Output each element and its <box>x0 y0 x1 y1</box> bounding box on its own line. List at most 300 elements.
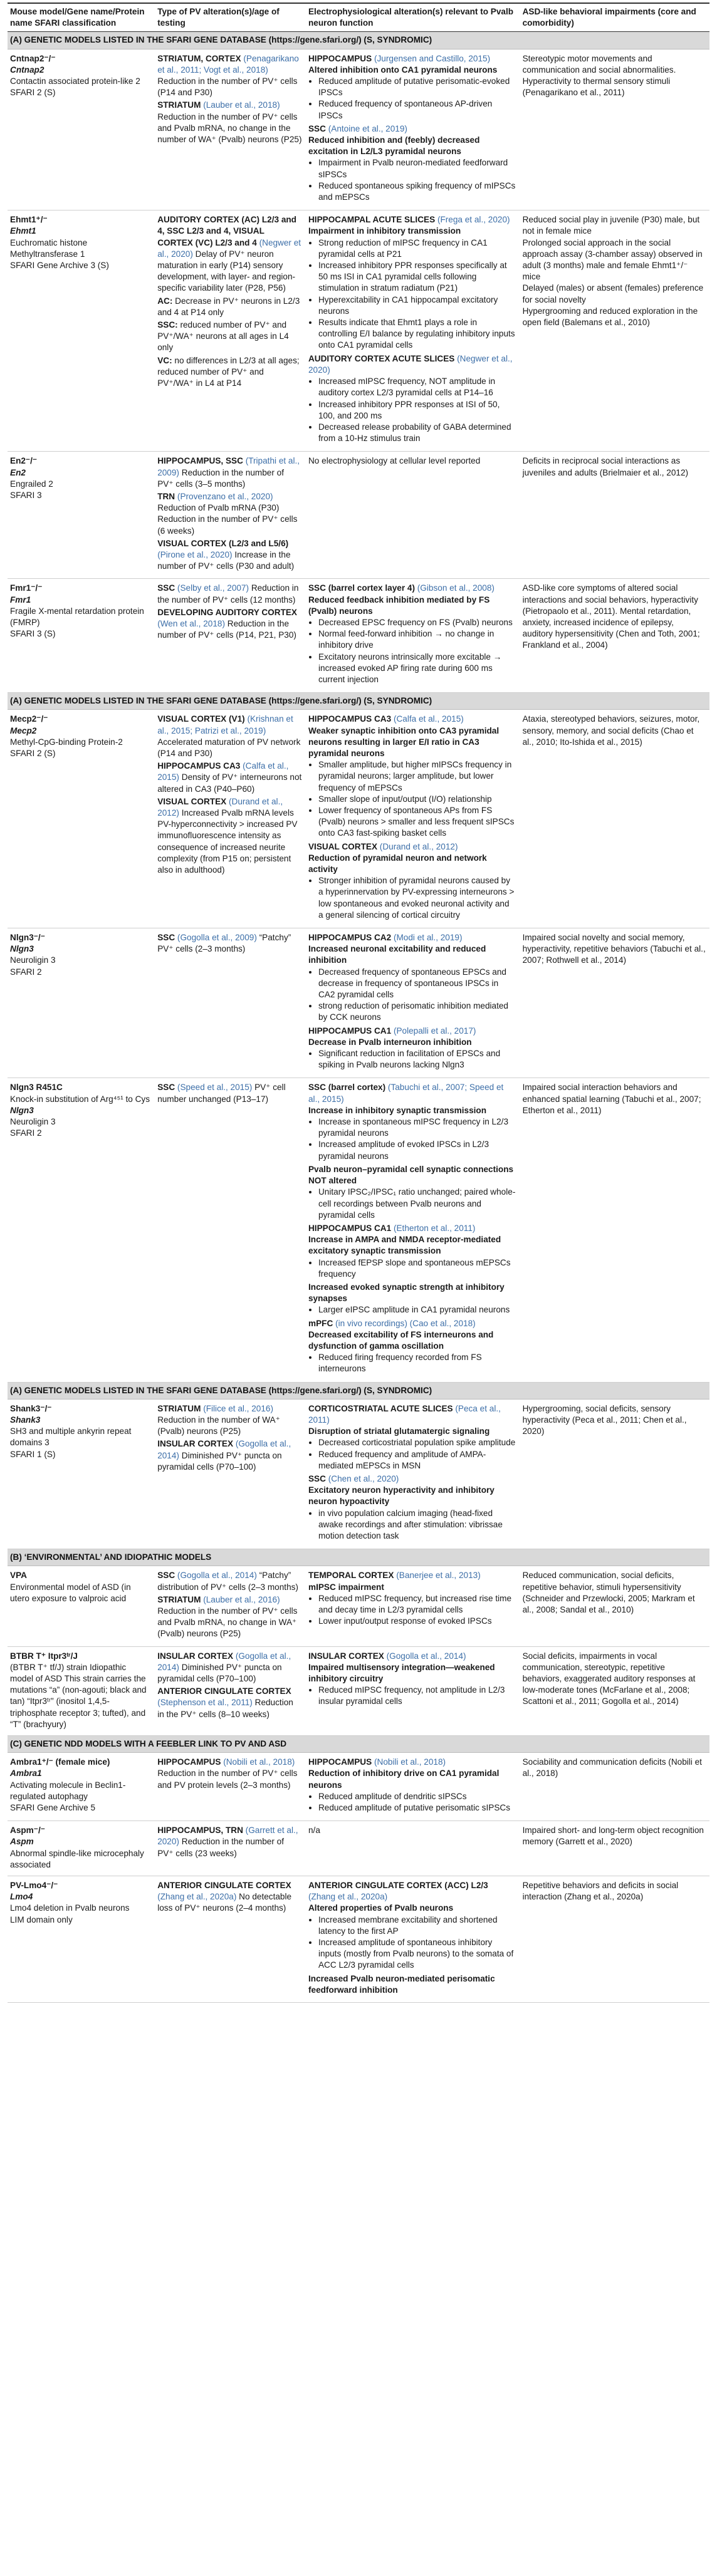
citation: (Penagarikano et al., 2011; Vogt et al., 2018) <box>157 53 299 75</box>
ephys-summary: Weaker synaptic inhibition onto CA3 pyramidal neurons resulting in larger E/I ratio in CA3 pyramidal neurons <box>308 725 500 758</box>
behavior-cell <box>520 1646 709 1735</box>
gene-name: Aspm <box>10 1837 34 1847</box>
ephys-cell <box>306 1078 520 1382</box>
ephys-note: No electrophysiology at cellular level reported <box>308 456 481 466</box>
pv-region-label: ANTERIOR CINGULATE CORTEX <box>157 1881 291 1891</box>
table-row <box>8 452 709 579</box>
pv-entry <box>157 1403 302 1438</box>
gene-name: Cntnap2 <box>10 65 44 75</box>
list-item: • Lower input/output response of evoked IPSCs <box>318 1616 516 1627</box>
list-item: • Decreased EPSC frequency on FS (Pvalb) neurons <box>318 617 516 628</box>
list-item: • Unitary IPSC₂/IPSC₁ ratio unchanged; paired whole-cell recordings between Pvalb neurons and pyramidal cells <box>318 1187 516 1221</box>
behavior-cell <box>520 710 709 928</box>
citation: (Selby et al., 2007) <box>177 583 249 593</box>
pv-finding: no differences in L2/3 at all ages; reduced number of PV⁺ and PV⁺/WA⁺ in L4 at P14 <box>157 355 300 388</box>
ephys-summary: Disruption of striatal glutamatergic signaling <box>308 1426 490 1436</box>
gene-name: Ambra1 <box>10 1768 42 1779</box>
behavior-text: Repetitive behaviors and deficits in social interaction (Zhang et al., 2020a) <box>522 1881 679 1902</box>
pv-entry <box>157 296 302 318</box>
model-cell <box>8 210 155 452</box>
ephys-region <box>308 1318 516 1329</box>
pv-finding: No detectable loss of PV⁺ neurons (2–4 months) <box>157 1892 292 1913</box>
ephys-cell <box>306 1821 520 1876</box>
ephys-list <box>308 76 516 122</box>
table-row <box>8 1646 709 1735</box>
sfari-class: SFARI Gene Archive 3 (S) <box>10 261 109 271</box>
list-item: • strong reduction of perisomatic inhibition mediated by CCK neurons <box>318 1000 516 1023</box>
ephys-entry <box>308 932 516 1024</box>
list-item: • Reduced amplitude of putative perisomatic sIPSCs <box>318 1802 516 1814</box>
col-header-behavior: ASD-like behavioral impairments (core and comorbidity) <box>520 3 709 32</box>
ephys-region <box>308 841 516 853</box>
ephys-list <box>308 1914 516 1971</box>
list-item: • in vivo population calcium imaging (head-fixed awake recordings and after stimulation: vibrissae motion detection task <box>318 1508 516 1542</box>
ephys-cell <box>306 579 520 693</box>
section-title: (B) ‘ENVIRONMENTAL’ AND IDIOPATHIC MODELS <box>8 1549 709 1566</box>
ephys-region <box>308 1473 516 1485</box>
protein-name: Methyl-CpG-binding Protein-2 <box>10 737 123 747</box>
behavior-text: ASD-like core symptoms of altered social interactions and social behaviors, hyperactivity (Pietropaolo et al., 2011). Mental retardation, anxiety, increased incidence of epilepsy, auditory hypersensitivity (Chen and Toth, 2001; Frankland et al., 2004) <box>522 583 700 650</box>
ephys-entry <box>308 1164 516 1221</box>
list-item: • Reduced frequency of spontaneous AP-driven IPSCs <box>318 98 516 121</box>
list-item: • Larger eIPSC amplitude in CA1 pyramidal neurons <box>318 1304 516 1316</box>
model-description: Lmo4 deletion in Pvalb neurons <box>10 1903 130 1913</box>
pv-region-label: VC: <box>157 355 172 365</box>
protein-name: SH3 and multiple ankyrin repeat domains 3 <box>10 1426 132 1448</box>
citation: (Zhang et al., 2020a) <box>157 1892 237 1902</box>
model-name: VPA <box>10 1571 27 1581</box>
section-title: (A) GENETIC MODELS LISTED IN THE SFARI GENE DATABASE (https://gene.sfari.org/) (S, SYNDROMIC) <box>8 32 709 49</box>
behavior-text: Impaired short- and long-term object recognition memory (Garrett et al., 2020) <box>522 1826 704 1847</box>
pv-entry <box>157 761 302 795</box>
pv-region-label: HIPPOCAMPUS, TRN <box>157 1826 243 1836</box>
pv-region-label: SSC <box>157 1083 175 1093</box>
list-item: • Stronger inhibition of pyramidal neurons caused by a hyperinnervation by PV-expressing interneurons > low spontaneous and evoked neuronal activity and a general silencing of cortical circuitry <box>318 875 516 921</box>
pv-region <box>157 933 257 942</box>
ephys-list <box>308 1257 516 1280</box>
citation: (Provenzano et al., 2020) <box>177 491 273 501</box>
list-item: • Increase in spontaneous mIPSC frequency in L2/3 pyramidal neurons <box>318 1116 516 1139</box>
ephys-entry <box>308 1473 516 1542</box>
ephys-summary: Increased evoked synaptic strength at inhibitory synapses <box>308 1282 505 1304</box>
ephys-list <box>308 617 516 685</box>
ephys-cell <box>306 1399 520 1549</box>
behavior-cell <box>520 928 709 1078</box>
pv-cell <box>155 1876 306 2003</box>
behavior-text: Hypergrooming, social deficits, sensory hyperactivity (Peca et al., 2011; Chen et al., 2020) <box>522 1403 687 1436</box>
ephys-region <box>308 1757 516 1768</box>
pv-region <box>157 1083 252 1092</box>
ephys-entry <box>308 1973 516 1996</box>
ephys-summary: Increase in inhibitory synaptic transmission <box>308 1105 487 1115</box>
ephys-summary: Reduced inhibition and (feebly) decreased excitation in L2/L3 pyramidal neurons <box>308 135 480 157</box>
gene-name: Mecp2 <box>10 725 37 735</box>
table-row <box>8 579 709 693</box>
pv-region <box>157 492 273 501</box>
citation: (Antoine et al., 2019) <box>328 123 407 133</box>
behavior-cell <box>520 579 709 693</box>
ephys-entry <box>308 714 516 839</box>
list-item: • Increased amplitude of evoked IPSCs in L2/3 pyramidal neurons <box>318 1139 516 1161</box>
ephys-entry <box>308 353 516 445</box>
header-row <box>8 3 709 32</box>
citation: (in vivo recordings) (Cao et al., 2018) <box>335 1318 476 1328</box>
ephys-summary: Reduced feedback inhibition mediated by FS (Pvalb) neurons <box>308 595 490 616</box>
citation: (Tabuchi et al., 2007; Speed et al., 2015) <box>308 1083 504 1104</box>
table-row <box>8 1821 709 1876</box>
citation: (Calfa et al., 2015) <box>157 761 289 782</box>
ephys-summary: Altered inhibition onto CA1 pyramidal neurons <box>308 65 498 75</box>
pv-region <box>157 296 172 306</box>
model-cell <box>8 928 155 1078</box>
citation: (Negwer et al., 2020) <box>157 237 301 259</box>
pv-region-label: ANTERIOR CINGULATE CORTEX <box>157 1686 291 1696</box>
ephys-cell <box>306 452 520 579</box>
pv-region <box>157 714 293 735</box>
ephys-entry <box>308 841 516 921</box>
ephys-entry <box>308 1570 516 1627</box>
col-header-model: Mouse model/Gene name/Protein name SFARI classification <box>8 3 155 32</box>
citation: (Gogolla et al., 2014) <box>157 1651 291 1672</box>
pv-entry <box>157 607 302 641</box>
pv-finding: Diminished PV⁺ puncta on pyramidal cells (P70–100) <box>157 1450 282 1472</box>
pv-region-label: INSULAR CORTEX <box>157 1439 234 1449</box>
pv-cell <box>155 1078 306 1382</box>
behavior-text: Hypergrooming and reduced exploration in the open field (Balemans et al., 2010) <box>522 306 698 328</box>
ephys-region <box>308 1082 516 1104</box>
model-name: Ambra1⁺/⁻ (female mice) <box>10 1757 110 1767</box>
pv-region-label: INSULAR CORTEX <box>157 1651 234 1661</box>
table-row <box>8 49 709 210</box>
model-name: Ehmt1⁺/⁻ <box>10 215 48 225</box>
pv-region <box>157 1571 257 1580</box>
table-row <box>8 1078 709 1382</box>
pv-finding: reduced number of PV⁺ and PV⁺/WA⁺ neurons at all ages in L4 only <box>157 320 289 353</box>
citation: (Durand et al., 2012) <box>379 841 458 851</box>
pv-region-label: HIPPOCAMPUS, SSC <box>157 456 243 466</box>
behavior-cell <box>520 1566 709 1646</box>
ephys-cell <box>306 710 520 928</box>
pv-finding: Increased Pvalb mRNA levels PV-hyperconnectivity > increased PV immunofluorescence intensity as consequence of increased neurite complexity (from P15 on; persistent also in adulthood) <box>157 808 298 875</box>
sfari-class: SFARI 2 (S) <box>10 748 56 758</box>
pv-entry <box>157 1686 302 1720</box>
table-row <box>8 1876 709 2003</box>
pv-finding: Reduction in the number of PV⁺ cells and PV protein levels (2–3 months) <box>157 1768 298 1790</box>
pv-region <box>157 1757 295 1767</box>
behavior-cell <box>520 49 709 210</box>
list-item: • Increased fEPSP slope and spontaneous mEPSCs frequency <box>318 1257 516 1280</box>
list-item: • Reduced spontaneous spiking frequency of mIPSCs and mEPSCs <box>318 180 516 203</box>
citation: (Speed et al., 2015) <box>177 1083 253 1093</box>
citation: (Garrett et al., 2020) <box>157 1826 298 1847</box>
ephys-region-label: AUDITORY CORTEX ACUTE SLICES <box>308 353 455 363</box>
list-item: • Results indicate that Ehmt1 plays a role in controlling E/I balance by regulating inhibitory inputs onto CA1 pyramidal cells <box>318 317 516 351</box>
ephys-region-label: SSC <box>308 1473 326 1483</box>
list-item: • Increased inhibitory PPR responses specifically at 50 ms ISI in CA1 pyramidal cells following stimulation in stratum radiatum (P21) <box>318 260 516 294</box>
sfari-class: SFARI 2 <box>10 1128 42 1138</box>
model-note: Knock-in substitution of Arg⁴⁵¹ to Cys <box>10 1094 150 1104</box>
table-row <box>8 210 709 452</box>
ephys-entry <box>308 123 516 203</box>
model-cell <box>8 1078 155 1382</box>
list-item: • Normal feed-forward inhibition → no change in inhibitory drive <box>318 628 516 651</box>
ephys-region-label: INSULAR CORTEX <box>308 1651 384 1661</box>
pv-region <box>157 583 249 593</box>
table-row <box>8 1566 709 1646</box>
list-item: • Significant reduction in facilitation of EPSCs and spiking in Pvalb neurons lacking Nlgn3 <box>318 1048 516 1071</box>
ephys-list <box>308 1437 516 1472</box>
gene-name: En2 <box>10 467 26 477</box>
col-header-ephys: Electrophysiological alteration(s) relevant to Pvalb neuron function <box>306 3 520 32</box>
gene-name: Nlgn3 <box>10 1105 34 1115</box>
pv-region-label: AC: <box>157 296 173 306</box>
pv-finding: Reduction in the number of PV⁺ cells (12 months) <box>157 583 299 605</box>
pv-entry <box>157 355 302 390</box>
list-item: • Reduced amplitude of putative perisomatic-evoked IPSCs <box>318 76 516 98</box>
pv-entry <box>157 455 302 490</box>
behavior-cell <box>520 1399 709 1549</box>
model-cell <box>8 1821 155 1876</box>
table-row <box>8 1753 709 1821</box>
pv-region <box>157 54 299 75</box>
pv-region-label: SSC <box>157 1571 175 1581</box>
citation: (Tripathi et al., 2009) <box>157 456 300 477</box>
ephys-list <box>308 1116 516 1162</box>
gene-name: Nlgn3 <box>10 944 34 954</box>
behavior-cell <box>520 210 709 452</box>
model-cell <box>8 710 155 928</box>
pv-cell <box>155 1821 306 1876</box>
pv-entry <box>157 491 302 537</box>
ephys-summary: Increased Pvalb neuron-mediated perisomatic feedforward inhibition <box>308 1973 495 1995</box>
ephys-region-label: SSC (barrel cortex) <box>308 1083 386 1093</box>
list-item: • Impairment in Pvalb neuron-mediated feedforward sIPSCs <box>318 157 516 180</box>
ephys-region-label: CORTICOSTRIATAL ACUTE SLICES <box>308 1403 453 1413</box>
pv-finding: “Patchy” distribution of PV⁺ cells (2–3 months) <box>157 1571 298 1592</box>
citation: (Gogolla et al., 2014) <box>386 1651 466 1661</box>
pv-entry <box>157 100 302 145</box>
list-item: • Reduced frequency and amplitude of AMPA-mediated mEPSCs in MSN <box>318 1449 516 1472</box>
protein-name: Neuroligin 3 <box>10 1117 56 1127</box>
model-name: Shank3⁻/⁻ <box>10 1403 52 1413</box>
ephys-region <box>308 932 516 943</box>
citation: (Filice et al., 2016) <box>203 1403 274 1413</box>
citation: (Lauber et al., 2016) <box>203 1594 280 1604</box>
pv-cell <box>155 1753 306 1821</box>
citation: (Etherton et al., 2011) <box>393 1223 476 1233</box>
pv-region-label: STRIATUM <box>157 1403 201 1413</box>
list-item: • Decreased corticostriatal population spike amplitude <box>318 1437 516 1448</box>
behavior-cell <box>520 1821 709 1876</box>
ephys-region <box>308 583 516 594</box>
citation: (Frega et al., 2020) <box>437 215 510 225</box>
list-item: • Increased inhibitory PPR responses at ISI of 50, 100, and 200 ms <box>318 399 516 422</box>
pv-finding: Decrease in PV⁺ neurons in L2/3 and 4 at P14 only <box>157 296 300 317</box>
ephys-region <box>308 1651 516 1662</box>
citation: (Chen et al., 2020) <box>328 1473 399 1483</box>
pv-region-label: VISUAL CORTEX (L2/3 and L5/6) <box>157 538 289 548</box>
ephys-region-label: ANTERIOR CINGULATE CORTEX (ACC) L2/3 <box>308 1881 488 1891</box>
list-item: • Reduced mIPSC frequency, not amplitude in L2/3 insular pyramidal cells <box>318 1685 516 1707</box>
model-name: BTBR T⁺ Itpr3ᵗʳ/J <box>10 1651 78 1661</box>
behavior-text: Deficits in reciprocal social interactions as juveniles and adults (Brielmaier et al., 2012) <box>522 456 689 477</box>
pv-finding: “Patchy” PV⁺ cells (2–3 months) <box>157 933 291 954</box>
behavior-text: Reduced communication, social deficits, repetitive behavior, stimuli hypersensitivity (Schneider and Przewlocki, 2005; Markram et al., 2008; Sandal et al., 2010) <box>522 1571 695 1614</box>
pv-entry <box>157 1082 302 1104</box>
sfari-class: SFARI 2 (S) <box>10 88 56 98</box>
ephys-entry <box>308 1880 516 1971</box>
pv-region-label: VISUAL CORTEX (V1) <box>157 714 245 724</box>
behavior-text: Social deficits, impairments in vocal communication, stereotypic, repetitive behaviors, exaggerated auditory responses at low-moderate tones (McFarlane et al., 2008; Scattoni et al., 2011; Gogolla et al., 2014) <box>522 1651 696 1706</box>
pv-entry <box>157 1757 302 1791</box>
ephys-list <box>308 1048 516 1071</box>
model-cell <box>8 1753 155 1821</box>
model-name: Aspm⁻/⁻ <box>10 1826 45 1836</box>
behavior-text: Impaired social novelty and social memory, hyperactivity, repetitive behaviors (Tabuchi et al., 2007; Rothwell et al., 2014) <box>522 933 706 965</box>
ephys-list <box>308 1352 516 1374</box>
behavior-text: Delayed (males) or absent (females) preference for social novelty <box>522 283 704 304</box>
protein-name: Engrailed 2 <box>10 479 53 489</box>
pv-finding: Increase in the number of PV⁺ cells (P30 and adult) <box>157 549 295 571</box>
list-item: • Lower frequency of spontaneous APs from FS (Pvalb) neurons > smaller and less frequent sIPSCs onto CA3 fast-spiking basket cells <box>318 805 516 839</box>
ephys-region-label: VISUAL CORTEX <box>308 841 378 851</box>
ephys-region-label: mPFC <box>308 1318 333 1328</box>
citation: (Nobili et al., 2018) <box>374 1757 446 1767</box>
ephys-cell <box>306 928 520 1078</box>
pv-region <box>157 320 177 330</box>
ephys-region-label: TEMPORAL CORTEX <box>308 1571 394 1581</box>
ephys-entry <box>308 1026 516 1071</box>
citation: (Calfa et al., 2015) <box>393 714 464 724</box>
ephys-list <box>308 157 516 203</box>
list-item: • Smaller slope of input/output (I/O) relationship <box>318 794 516 805</box>
pv-cell <box>155 1646 306 1735</box>
model-cell <box>8 452 155 579</box>
pv-finding: Reduction in the number of PV⁺ cells (23 weeks) <box>157 1837 284 1858</box>
ephys-region <box>308 53 516 65</box>
ephys-entry <box>308 583 516 685</box>
ephys-summary: Pvalb neuron–pyramidal cell synaptic connections NOT altered <box>308 1164 514 1186</box>
ephys-entry <box>308 1403 516 1472</box>
ephys-summary: Decrease in Pvalb interneuron inhibition <box>308 1037 472 1047</box>
ephys-summary: Impairment in inhibitory transmission <box>308 226 461 236</box>
pv-entry <box>157 1438 302 1473</box>
pv-entry <box>157 1570 302 1592</box>
gene-name: Shank3 <box>10 1415 41 1425</box>
ephys-region-label: SSC <box>308 123 326 133</box>
model-name: Fmr1⁻/⁻ <box>10 583 43 593</box>
gene-name: Ehmt1 <box>10 226 36 236</box>
pv-cell <box>155 1399 306 1549</box>
pv-region-label: DEVELOPING AUDITORY CORTEX <box>157 607 298 617</box>
pv-region <box>157 356 172 365</box>
ephys-cell <box>306 1566 520 1646</box>
citation: (Gogolla et al., 2014) <box>177 1571 257 1581</box>
section-title: (A) GENETIC MODELS LISTED IN THE SFARI GENE DATABASE (https://gene.sfari.org/) (S, SYNDROMIC) <box>8 693 709 710</box>
list-item: • Increased membrane excitability and shortened latency to the first AP <box>318 1914 516 1937</box>
pv-entry <box>157 583 302 605</box>
ephys-entry <box>308 1757 516 1814</box>
ephys-summary: Excitatory neuron hyperactivity and inhibitory neuron hypoactivity <box>308 1485 495 1507</box>
table-row <box>8 710 709 928</box>
list-item: • Strong reduction of mIPSC frequency in CA1 pyramidal cells at P21 <box>318 237 516 260</box>
citation: (Zhang et al., 2020a) <box>308 1892 388 1902</box>
pv-region <box>157 1595 280 1604</box>
pv-entry <box>157 53 302 99</box>
pv-entry <box>157 214 302 294</box>
ephys-region <box>308 714 516 725</box>
citation: (Peca et al., 2011) <box>308 1403 501 1425</box>
sfari-class: SFARI 3 (S) <box>10 629 56 639</box>
pv-entry <box>157 796 302 876</box>
ephys-region-label: HIPPOCAMPUS CA1 <box>308 1223 392 1233</box>
pv-entry <box>157 932 302 955</box>
model-cell <box>8 1399 155 1549</box>
protein-name: Neuroligin 3 <box>10 955 56 965</box>
pv-finding: Reduction in the PV⁺ cells (8–10 weeks) <box>157 1698 293 1719</box>
pv-cell <box>155 928 306 1078</box>
ephys-list <box>308 237 516 351</box>
ephys-list <box>308 759 516 839</box>
ephys-summary: Impaired multisensory integration—weakened inhibitory circuitry <box>308 1662 495 1684</box>
ephys-cell <box>306 1646 520 1735</box>
citation: (Negwer et al., 2020) <box>308 353 513 375</box>
pv-region-label: SSC <box>157 583 175 593</box>
ephys-list <box>308 1685 516 1707</box>
list-item: • Decreased release probability of GABA determined from a 10-Hz stimulus train <box>318 422 516 444</box>
pv-entry <box>157 1880 302 1914</box>
pv-finding: Reduction in the number of PV⁺ cells (P14, P21, P30) <box>157 618 296 640</box>
pv-entry <box>157 1651 302 1685</box>
ephys-summary: mIPSC impairment <box>308 1582 384 1592</box>
model-cell <box>8 579 155 693</box>
behavior-text: Reduced social play in juvenile (P30) male, but not in female mice <box>522 215 700 236</box>
behavior-cell <box>520 1078 709 1382</box>
ephys-summary: Altered properties of Pvalb neurons <box>308 1903 454 1913</box>
pv-finding: Accelerated maturation of PV network (P14 and P30) <box>157 737 301 758</box>
ephys-entry <box>308 1082 516 1161</box>
list-item: • Increased mIPSC frequency, NOT amplitude in auditory cortex L2/3 pyramidal cells at P14–16 <box>318 376 516 398</box>
pv-cell <box>155 579 306 693</box>
ephys-region <box>308 1026 516 1037</box>
ephys-cell <box>306 1753 520 1821</box>
protein-name: Contactin associated protein-like 2 <box>10 76 140 86</box>
pv-region-label: STRIATUM, CORTEX <box>157 53 241 63</box>
sfari-class: SFARI 2 <box>10 967 42 977</box>
protein-name: Fragile X-mental retardation protein (FMRP) <box>10 606 144 627</box>
ephys-list <box>308 1791 516 1814</box>
ephys-region <box>308 214 516 226</box>
list-item: • Smaller amplitude, but higher mIPSCs frequency in pyramidal neurons; larger amplitude, but lower frequency of mEPSCs <box>318 759 516 794</box>
section-title: (A) GENETIC MODELS LISTED IN THE SFARI GENE DATABASE (https://gene.sfari.org/) (S, SYNDROMIC) <box>8 1382 709 1399</box>
pv-region-label: VISUAL CORTEX <box>157 796 227 806</box>
pv-region <box>157 1404 273 1413</box>
ephys-list <box>308 1187 516 1221</box>
ephys-list <box>308 1593 516 1628</box>
pv-region-label: TRN <box>157 491 175 501</box>
protein-name: Activating molecule in Beclin1-regulated autophagy <box>10 1780 126 1801</box>
col-header-pv: Type of PV alteration(s)/age of testing <box>155 3 306 32</box>
citation: (Modi et al., 2019) <box>393 933 463 943</box>
pv-region-label: SSC: <box>157 320 178 330</box>
ephys-entry <box>308 1318 516 1375</box>
section-row <box>8 1736 709 1753</box>
pv-entry <box>157 538 302 573</box>
ephys-list <box>308 1508 516 1542</box>
ephys-region <box>308 353 516 376</box>
ephys-cell <box>306 49 520 210</box>
pv-asd-models-table <box>8 3 709 2003</box>
